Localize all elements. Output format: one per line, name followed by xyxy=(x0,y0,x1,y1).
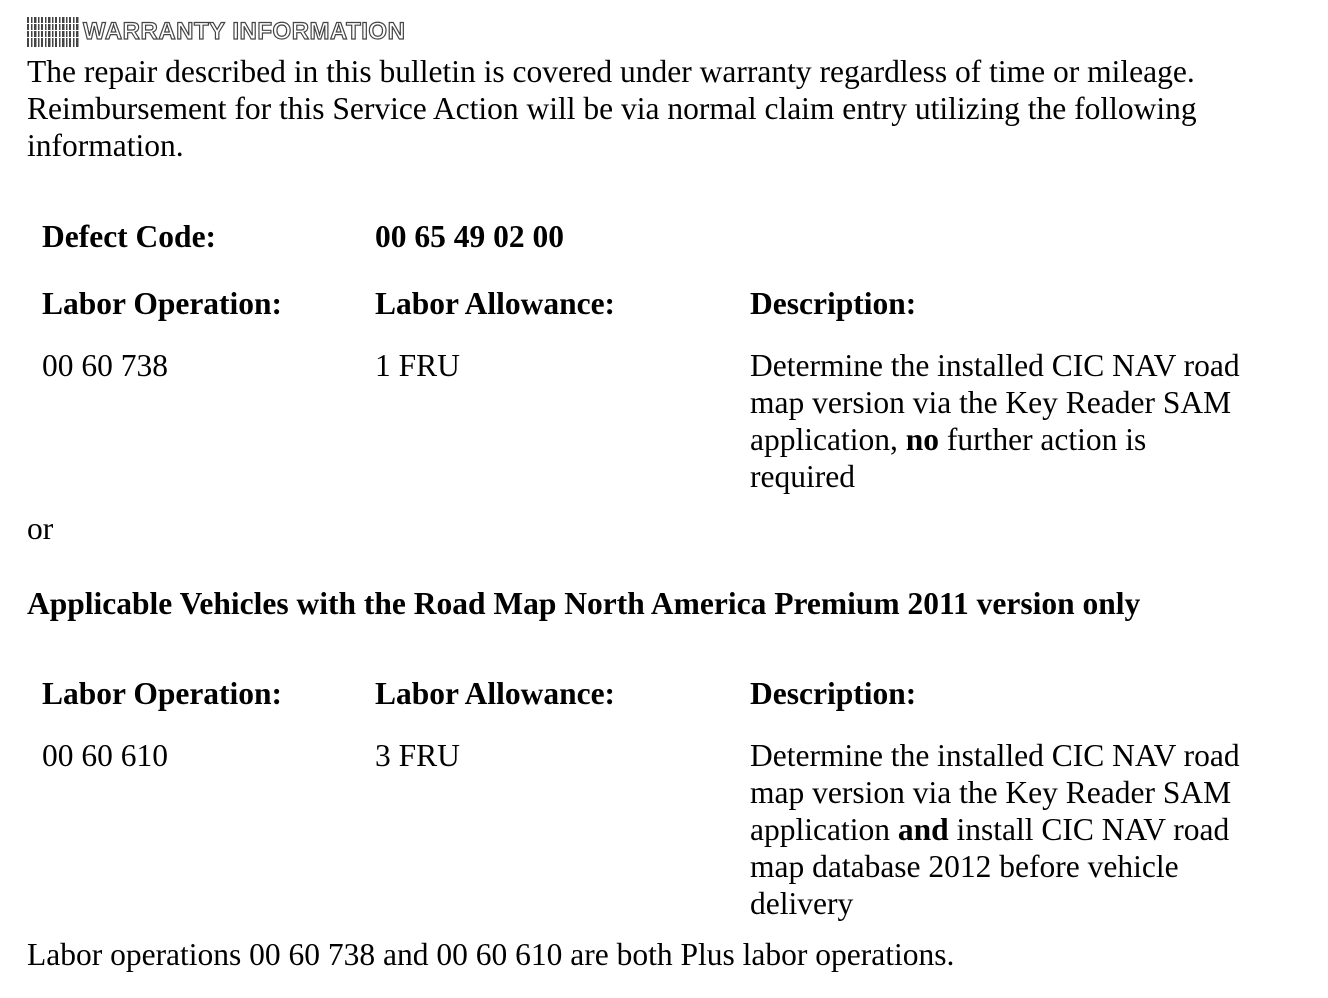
t1-description-emphasis: no xyxy=(905,422,939,457)
t2-description-header: Description: xyxy=(750,676,917,711)
intro-line-3: information. xyxy=(27,128,184,163)
t2-description-emphasis: and xyxy=(897,812,949,847)
t2-description-line-4: map database 2012 before vehicle xyxy=(750,849,1179,884)
applicable-vehicles-heading: Applicable Vehicles with the Road Map North America Premium 2011 version only xyxy=(27,586,1141,621)
t1-labor-operation-value: 00 60 738 xyxy=(42,348,168,383)
section-header xyxy=(27,16,405,48)
t1-description-line-3: application, no further action is xyxy=(750,422,1147,457)
barcode-icon xyxy=(27,17,79,47)
defect-code-label: Defect Code: xyxy=(42,219,217,254)
t2-description-line-1: Determine the installed CIC NAV road xyxy=(750,738,1240,773)
intro-line-2: Reimbursement for this Service Action will be via normal claim entry utilizing the following xyxy=(27,91,1197,126)
defect-code-value: 00 65 49 02 00 xyxy=(375,219,564,254)
t1-labor-allowance-value: 1 FRU xyxy=(375,348,460,383)
t1-labor-operation-header: Labor Operation: xyxy=(42,286,283,321)
t2-description-line-3: application and install CIC NAV road xyxy=(750,812,1230,847)
t1-description-line-1: Determine the installed CIC NAV road xyxy=(750,348,1240,383)
t2-labor-operation-header: Labor Operation: xyxy=(42,676,283,711)
or-text: or xyxy=(27,511,54,546)
t2-labor-allowance-header: Labor Allowance: xyxy=(375,676,616,711)
t2-labor-allowance-value: 3 FRU xyxy=(375,738,460,773)
section-title: WARRANTY INFORMATION xyxy=(83,18,406,45)
t2-description-line-2: map version via the Key Reader SAM xyxy=(750,775,1232,810)
t1-description-line-4: required xyxy=(750,459,855,494)
intro-line-1: The repair described in this bulletin is covered under warranty regardless of time or mileage. xyxy=(27,54,1195,89)
footer-note: Labor operations 00 60 738 and 00 60 610 are both Plus labor operations. xyxy=(27,937,955,972)
t1-labor-allowance-header: Labor Allowance: xyxy=(375,286,616,321)
t2-labor-operation-value: 00 60 610 xyxy=(42,738,168,773)
t1-description-line-2: map version via the Key Reader SAM xyxy=(750,385,1232,420)
t1-description-header: Description: xyxy=(750,286,917,321)
t2-description-line-5: delivery xyxy=(750,886,854,921)
